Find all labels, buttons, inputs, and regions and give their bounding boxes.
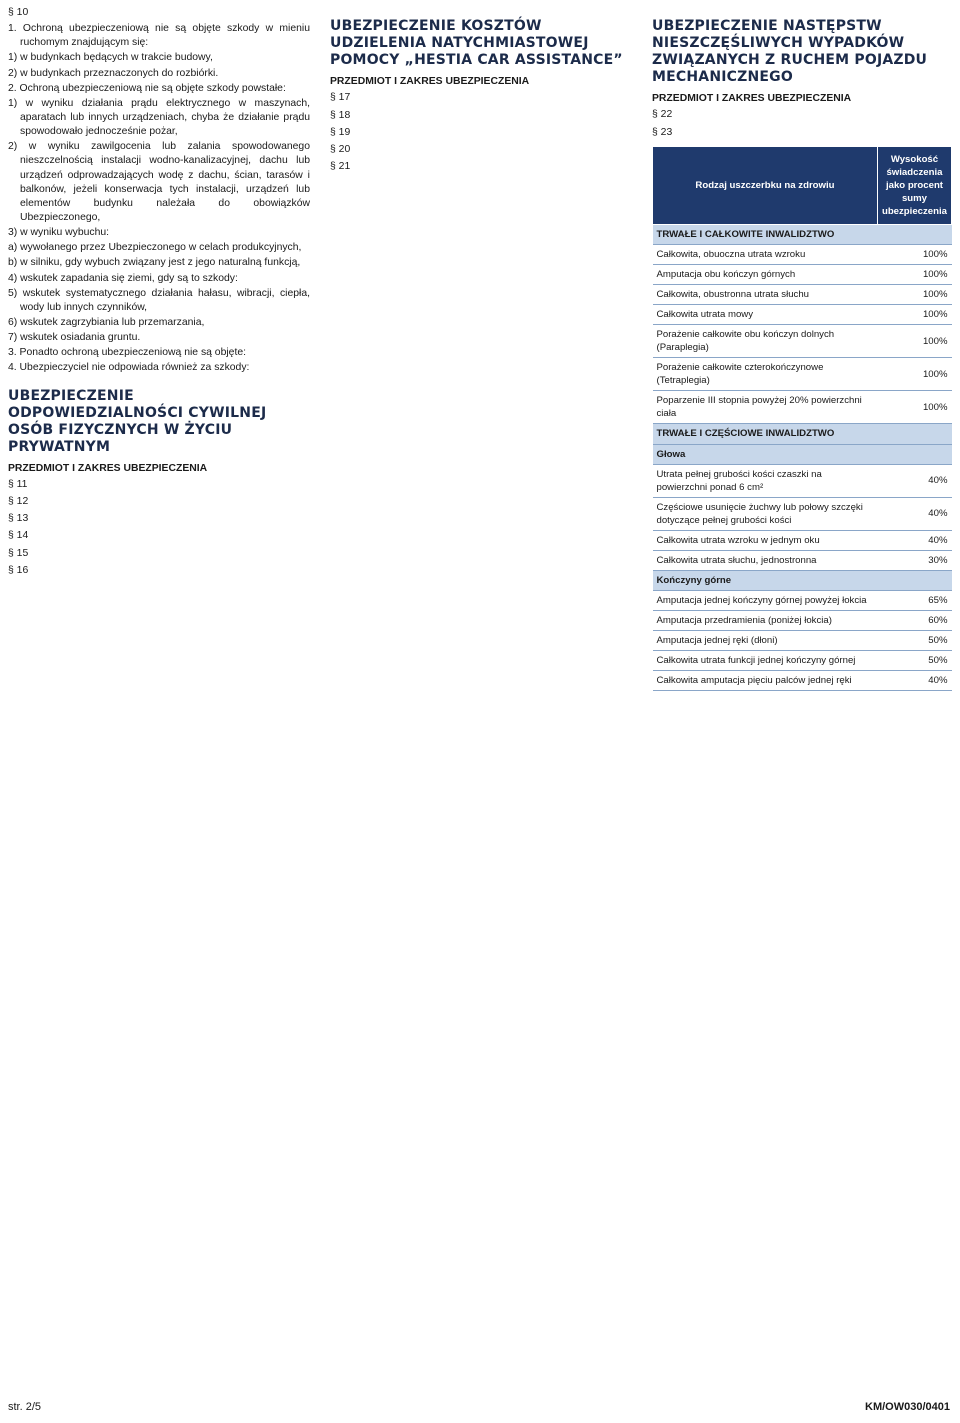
clause: 1) w budynkach będących w trakcie budowy, [8, 52, 213, 64]
subheading-assistance: PRZEDMIOT I ZAKRES UBEZPIECZENIA [330, 76, 530, 88]
percent-cell: 50% [877, 651, 951, 671]
injury-cell: Amputacja obu kończyn górnych [653, 265, 878, 285]
percent-cell: 60% [877, 610, 951, 630]
table-row [653, 631, 952, 651]
injury-cell: Całkowita, obustronna utrata słuchu [653, 285, 878, 305]
table-row [653, 550, 952, 570]
column-right [652, 6, 952, 691]
injury-cell: Utrata pełnej grubości kości czaszki na powierzchni ponad 6 cm² [653, 464, 878, 497]
table-row [653, 671, 952, 691]
table-row [653, 245, 952, 265]
section-number: § 22 [652, 109, 673, 121]
table-header-injury: Rodzaj uszczerbku na zdrowiu [653, 146, 878, 224]
clause: a) wywołanego przez Ubezpieczonego w celach produkcyjnych, [8, 242, 302, 254]
injury-cell: Całkowita utrata słuchu, jednostronna [653, 550, 878, 570]
injury-cell: Amputacja jednej kończyny górnej powyżej łokcia [653, 590, 878, 610]
injury-cell: Amputacja przedramienia (poniżej łokcia) [653, 610, 878, 630]
table-row [653, 570, 952, 590]
injury-cell: Porażenie całkowite obu kończyn dolnych (Paraplegia) [653, 325, 878, 358]
section-number: § 14 [8, 530, 29, 542]
percent-cell: 40% [877, 530, 951, 550]
table-row [653, 391, 952, 424]
percent-cell: 100% [877, 391, 951, 424]
nnw-paragraphs [652, 108, 952, 139]
section-number: § 12 [8, 496, 29, 508]
section-number: § 17 [330, 92, 351, 104]
clause: 5) wskutek systematycznego działania hałasu, wibracji, ciepła, wody lub innych czynników, [8, 287, 310, 313]
section-heading-nnw: UBEZPIECZENIE NASTĘPSTW NIESZCZĘŚLIWYCH WYPADKÓW ZWIĄZANYCH Z RUCHEM POJAZDU MECHANICZNEGO [652, 18, 928, 86]
column-left [8, 6, 310, 581]
table-row [653, 610, 952, 630]
table-row [653, 464, 952, 497]
table-row [653, 424, 952, 444]
section-number: § 19 [330, 126, 351, 138]
percent-cell: 50% [877, 631, 951, 651]
table-header-percent: Wysokość świadczenia jako procent sumy ubezpieczenia [877, 146, 951, 224]
table-row [653, 358, 952, 391]
clause: 1) w wyniku działania prądu elektrycznego w maszynach, aparatach lub innych urządzeniach, chyba że działanie prądu spowodowało jednocześnie pożar, [8, 97, 310, 138]
table-row [653, 265, 952, 285]
percent-cell: 100% [877, 305, 951, 325]
assistance-paragraphs [330, 91, 632, 174]
injury-cell: Częściowe usunięcie żuchwy lub połowy szczęki dotyczące pełnej grubości kości [653, 497, 878, 530]
section-number: § 13 [8, 513, 29, 525]
percent-cell [877, 444, 951, 464]
section-10 [8, 6, 310, 376]
page-number: str. 2/5 [8, 1401, 42, 1413]
section-number: § 16 [8, 564, 29, 576]
table-row [653, 285, 952, 305]
table-row [653, 305, 952, 325]
clause: 7) wskutek osiadania gruntu. [8, 332, 141, 344]
column-middle [330, 6, 632, 177]
percent-cell: 100% [877, 265, 951, 285]
section-number: § 18 [330, 109, 351, 121]
section-number: § 20 [330, 143, 351, 155]
percent-cell: 100% [877, 285, 951, 305]
table-row [653, 325, 952, 358]
injury-cell: Amputacja jednej ręki (dłoni) [653, 631, 878, 651]
percent-cell: 40% [877, 671, 951, 691]
section-number: § 11 [8, 478, 28, 490]
percent-cell: 100% [877, 325, 951, 358]
injury-cell: Całkowita utrata funkcji jednej kończyny górnej [653, 651, 878, 671]
percent-cell: 100% [877, 358, 951, 391]
percent-cell [877, 570, 951, 590]
injury-cell: Całkowita, obuoczna utrata wzroku [653, 245, 878, 265]
section-number: § 21 [330, 160, 351, 172]
percent-cell: 65% [877, 590, 951, 610]
subheading-nnw: PRZEDMIOT I ZAKRES UBEZPIECZENIA [652, 93, 852, 105]
percent-cell: 40% [877, 464, 951, 497]
document-code: KM/OW030/0401 [865, 1401, 950, 1413]
subheading-oc: PRZEDMIOT I ZAKRES UBEZPIECZENIA [8, 462, 208, 474]
table-row [653, 590, 952, 610]
table-row [653, 530, 952, 550]
clause: 1. Ochroną ubezpieczeniową nie są objęte szkody w mieniu ruchomym znajdującym się: [8, 23, 310, 49]
table-row [653, 651, 952, 671]
section-heading-oc: UBEZPIECZENIE ODPOWIEDZIALNOŚCI CYWILNEJ OSÓB FIZYCZNYCH W ŻYCIU PRYWATNYM [8, 387, 267, 455]
percent-cell: 40% [877, 497, 951, 530]
injury-cell: TRWAŁE I CAŁKOWITE INWALIDZTWO [653, 224, 878, 244]
percent-cell [877, 424, 951, 444]
injury-cell: Głowa [653, 444, 878, 464]
clause: 3. Ponadto ochroną ubezpieczeniową nie są objęte: [8, 347, 247, 359]
clause: 2. Ochroną ubezpieczeniową nie są objęte szkody powstałe: [8, 82, 286, 94]
table-row [653, 224, 952, 244]
clause: b) w silniku, gdy wybuch związany jest z jego naturalną funkcją, [8, 257, 301, 269]
table-row [653, 444, 952, 464]
table-row [653, 497, 952, 530]
benefit-table [652, 146, 952, 691]
injury-cell: Poparzenie III stopnia powyżej 20% powierzchni ciała [653, 391, 878, 424]
injury-cell: TRWAŁE I CZĘŚCIOWE INWALIDZTWO [653, 424, 878, 444]
section-number: § 23 [652, 126, 673, 138]
injury-cell: Porażenie całkowite czterokończynowe (Tetraplegia) [653, 358, 878, 391]
percent-cell: 30% [877, 550, 951, 570]
clause: 2) w budynkach przeznaczonych do rozbiórki. [8, 67, 219, 79]
injury-cell: Kończyny górne [653, 570, 878, 590]
clause: 3) w wyniku wybuchu: [8, 227, 110, 239]
injury-cell: Całkowita utrata mowy [653, 305, 878, 325]
percent-cell [877, 224, 951, 244]
clause: 4) wskutek zapadania się ziemi, gdy są to szkody: [8, 272, 238, 284]
percent-cell: 100% [877, 245, 951, 265]
section-number: § 15 [8, 547, 29, 559]
injury-cell: Całkowita amputacja pięciu palców jednej ręki [653, 671, 878, 691]
clause: 2) w wyniku zawilgocenia lub zalania spowodowanego nieszczelnością instalacji wodno-kanalizacyjnej, dachu lub urządzeń odprowadzających wodę z dachu, ścian, tarasów i balkonów, jeżeli konserwacja tych instalacji, urządzeń lub elementów budynku należała do obowiązków Ubezpieczonego, [8, 141, 310, 223]
clause: 6) wskutek zagrzybiania lub przemarzania, [8, 316, 205, 328]
oc-paragraphs [8, 478, 310, 578]
clause: 4. Ubezpieczyciel nie odpowiada również za szkody: [8, 362, 250, 374]
section-number: § 10 [8, 7, 29, 18]
injury-cell: Całkowita utrata wzroku w jednym oku [653, 530, 878, 550]
section-heading-assistance: UBEZPIECZENIE KOSZTÓW UDZIELENIA NATYCHMIASTOWEJ POMOCY „HESTIA CAR ASSISTANCE” [330, 18, 623, 69]
